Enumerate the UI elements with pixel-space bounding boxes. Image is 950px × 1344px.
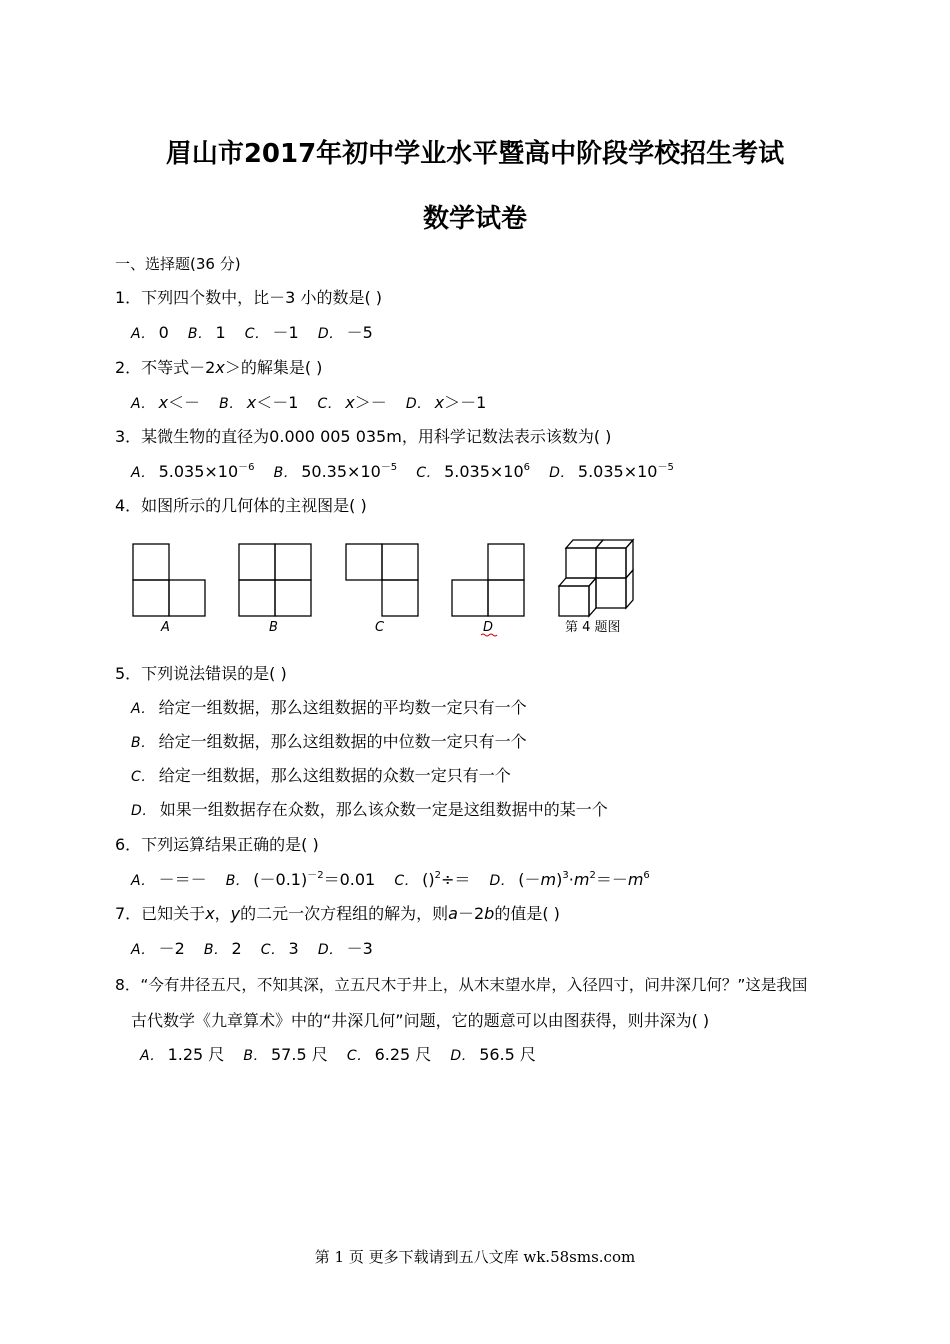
q2-option-d: D． x＞－1	[405, 393, 487, 412]
q8-options	[140, 1044, 550, 1067]
q8-option-c: C． 6.25 尺	[346, 1045, 432, 1064]
q8-option-b: B． 57.5 尺	[243, 1045, 328, 1064]
q6-option-c: C． ()$^2$÷＝	[394, 870, 471, 889]
q4-figure	[125, 532, 645, 642]
q8-stem-line1: 8．“今有井径五尺，不知其深，立五尺木于井上，从木末望水岸，入径四寸，问井深几何？”这是我国	[115, 976, 808, 994]
q5-option-a: A． 给定一组数据，那么这组数据的平均数一定只有一个	[131, 698, 527, 717]
q3-option-a: A． $5.035\times 10^{-6}$	[131, 462, 255, 481]
q6-option-d: D． $(-m)^3\cdot m^2=-m^6$	[489, 870, 650, 889]
option-a-view	[133, 544, 205, 616]
q3-option-c: C． $5.035\times 10^6$	[416, 462, 531, 481]
option-c-view	[346, 544, 418, 616]
q7-option-a: A． －2	[131, 939, 185, 958]
q1-option-b: B． 1	[187, 323, 226, 342]
q2-stem: 2．不等式－2x＞的解集是( )	[115, 358, 323, 377]
q5-option-d: D． 如果一组数据存在众数，那么该众数一定是这组数据中的某一个	[131, 800, 608, 819]
q2-option-a: A． x＜－	[131, 393, 201, 412]
q5-stem: 5．下列说法错误的是( )	[115, 664, 287, 683]
geometric-solid	[559, 540, 633, 616]
q7-option-d: D． －3	[317, 939, 373, 958]
fig-label-b: B	[269, 620, 278, 635]
exam-title: 眉山市2017年初中学业水平暨高中阶段学校招生考试	[165, 139, 785, 169]
option-b-view	[239, 544, 311, 616]
q2-options	[131, 392, 500, 415]
q5-option-c: C． 给定一组数据，那么这组数据的众数一定只有一个	[131, 766, 511, 785]
q6-stem: 6．下列运算结果正确的是( )	[115, 835, 319, 854]
q1-stem: 1．下列四个数中，比－3 小的数是( )	[115, 288, 383, 307]
fig-label-a: A	[161, 620, 170, 635]
q7-stem: 7．已知关于x，y的二元一次方程组的解为，则a－2b的值是( )	[115, 904, 560, 923]
q7-option-c: C． 3	[260, 939, 299, 958]
q4-stem: 4．如图所示的几何体的主视图是( )	[115, 496, 367, 515]
option-d-view	[452, 544, 524, 616]
q1-option-a: A． 0	[131, 323, 169, 342]
q6-option-b: B． $(-0.1)^{-2}=0.01$	[225, 870, 376, 889]
q5-option-b: B． 给定一组数据，那么这组数据的中位数一定只有一个	[131, 732, 527, 751]
section-heading: 一、选择题(36 分)	[115, 255, 241, 273]
q8-stem-line2: 古代数学《九章算术》中的“井深几何”问题，它的题意可以由图获得，则井深为( )	[131, 1011, 710, 1030]
q6-option-a: A． －＝－	[131, 870, 207, 889]
q6-options	[131, 869, 664, 892]
q7-options	[131, 938, 387, 961]
q3-option-b: B． $50.35\times 10^{-5}$	[273, 462, 398, 481]
exam-subtitle: 数学试卷	[422, 204, 527, 234]
q1-options	[131, 322, 387, 345]
q2-option-c: C． x＞－	[317, 393, 387, 412]
fig-label-d: D	[483, 620, 494, 635]
q2-option-b: B． x＜－1	[219, 393, 299, 412]
q3-stem: 3．某微生物的直径为0.000 005 035m，用科学记数法表示该数为( )	[115, 427, 612, 446]
q7-option-b: B． 2	[203, 939, 242, 958]
q3-options	[131, 461, 688, 484]
page-footer: 第 1 页 更多下载请到五八文库 wk.58sms.com	[314, 1248, 636, 1266]
fig-caption: 第 4 题图	[565, 620, 621, 635]
q3-option-d: D． $5.035\times 10^{-5}$	[549, 462, 674, 481]
q1-option-d: D． －5	[317, 323, 373, 342]
q1-option-c: C． －1	[244, 323, 299, 342]
fig-label-c: C	[375, 620, 385, 635]
q8-option-a: A． 1.25 尺	[140, 1045, 225, 1064]
q8-option-d: D． 56.5 尺	[450, 1045, 536, 1064]
